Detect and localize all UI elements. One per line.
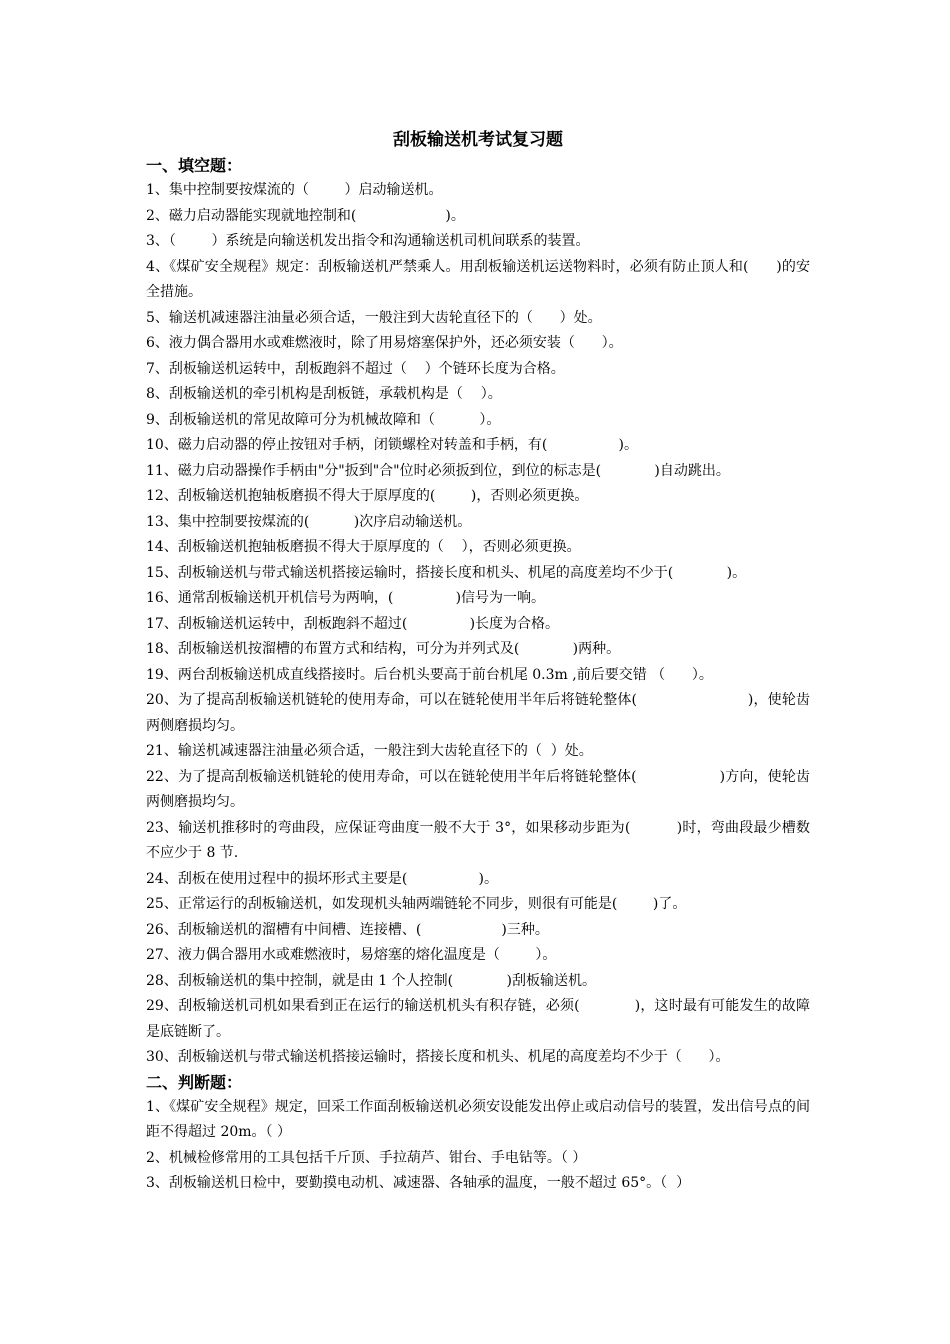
question-item: 19、两台刮板输送机成直线搭接时。后台机头要高于前台机尾 0.3m ,前后要交错 （ ）。	[146, 666, 713, 683]
question-item: 14、刮板输送机抱轴板磨损不得大于原厚度的（ ），否则必须更换。	[146, 539, 581, 555]
question-item: 3、刮板输送机日检中，要勤摸电动机、减速器、各轴承的温度，一般不超过 65°。（ ）	[146, 1175, 691, 1191]
question-item: 18、刮板输送机按溜槽的布置方式和结构，可分为并列式及( )两种。	[146, 641, 621, 657]
question-item: 17、刮板输送机运转中，刮板跑斜不超过( )长度为合格。	[146, 615, 560, 632]
question-item: 6、液力偶合器用水或难燃液时，除了用易熔塞保护外，还必须安装（ ）。	[146, 335, 623, 351]
question-item: 22、为了提高刮板输送机链轮的使用寿命，可以在链轮使用半年后将链轮整体( )方向，使轮齿两侧磨损均匀。	[146, 768, 810, 810]
question-list	[146, 178, 810, 1071]
question-item: 28、刮板输送机的集中控制，就是由 1 个人控制( )刮板输送机。	[146, 972, 596, 989]
question-item: 20、为了提高刮板输送机链轮的使用寿命，可以在链轮使用半年后将链轮整体( )，使轮齿两侧磨损均匀。	[146, 692, 810, 734]
question-item: 11、磁力启动器操作手柄由"分"扳到"合"位时必须扳到位，到位的标志是( )自动跳出。	[146, 462, 730, 479]
document-sections	[146, 154, 810, 1197]
question-item: 24、刮板在使用过程中的损坏形式主要是( )。	[146, 870, 498, 887]
question-item: 26、刮板输送机的溜槽有中间槽、连接槽、( )三种。	[146, 921, 549, 938]
document-body	[146, 128, 810, 1197]
question-item: 1、集中控制要按煤流的（ ）启动输送机。	[146, 182, 443, 198]
section-fill-in-blank	[146, 154, 810, 1071]
question-item: 2、机械检修常用的工具包括千斤顶、手拉葫芦、钳台、手电钻等。（ ）	[146, 1149, 587, 1166]
question-item: 29、刮板输送机司机如果看到正在运行的输送机机头有积存链，必须( )，这时最有可能发生的故障是底链断了。	[146, 998, 810, 1040]
section-heading: 一、填空题：	[146, 156, 243, 175]
question-item: 3、（ ）系统是向输送机发出指令和沟通输送机司机间联系的装置。	[146, 233, 590, 249]
section-heading: 二、判断题：	[146, 1072, 243, 1092]
question-item: 9、刮板输送机的常见故障可分为机械故障和（ ）。	[146, 411, 501, 428]
question-item: 8、刮板输送机的牵引机构是刮板链，承载机构是（ ）。	[146, 386, 502, 402]
question-item: 4、《煤矿安全规程》规定：刮板输送机严禁乘人。用刮板输送机运送物料时，必须有防止顶人和( )的安全措施。	[146, 258, 810, 300]
question-item: 5、输送机减速器注油量必须合适，一般注到大齿轮直径下的（ ）处。	[146, 309, 602, 326]
question-item: 15、刮板输送机与带式输送机搭接运输时，搭接长度和机头、机尾的高度差均不少于( )。	[146, 564, 747, 581]
document-title: 刮板输送机考试复习题	[393, 130, 563, 150]
section-true-false	[146, 1071, 810, 1197]
question-item: 1、《煤矿安全规程》规定，回采工作面刮板输送机必须安设能发出停止或启动信号的装置，发出信号点的间距不得超过 20m。（ ）	[146, 1098, 810, 1140]
question-item: 13、集中控制要按煤流的( )次序启动输送机。	[146, 513, 472, 530]
question-list	[146, 1095, 810, 1197]
question-item: 10、磁力启动器的停止按钮对手柄，闭锁螺栓对转盖和手柄，有( )。	[146, 437, 638, 453]
question-item: 21、输送机减速器注油量必须合适，一般注到大齿轮直径下的（ ）处。	[146, 743, 593, 759]
question-item: 27、液力偶合器用水或难燃液时，易熔塞的熔化温度是（ ）。	[146, 947, 557, 963]
question-item: 25、正常运行的刮板输送机，如发现机头轴两端链轮不同步，则很有可能是( )了。	[146, 896, 687, 912]
question-item: 7、刮板输送机运转中，刮板跑斜不超过（ ）个链环长度为合格。	[146, 360, 565, 377]
question-item: 30、刮板输送机与带式输送机搭接运输时，搭接长度和机头、机尾的高度差均不少于（ ）。	[146, 1049, 730, 1065]
question-item: 23、输送机推移时的弯曲段，应保证弯曲度一般不大于 3°，如果移动步距为( )时，弯曲段最少槽数不应少于 8 节.	[146, 819, 810, 861]
question-item: 12、刮板输送机抱轴板磨损不得大于原厚度的( )，否则必须更换。	[146, 488, 589, 504]
question-item: 2、磁力启动器能实现就地控制和( )。	[146, 207, 465, 224]
question-item: 16、通常刮板输送机开机信号为两响，( )信号为一响。	[146, 590, 546, 606]
